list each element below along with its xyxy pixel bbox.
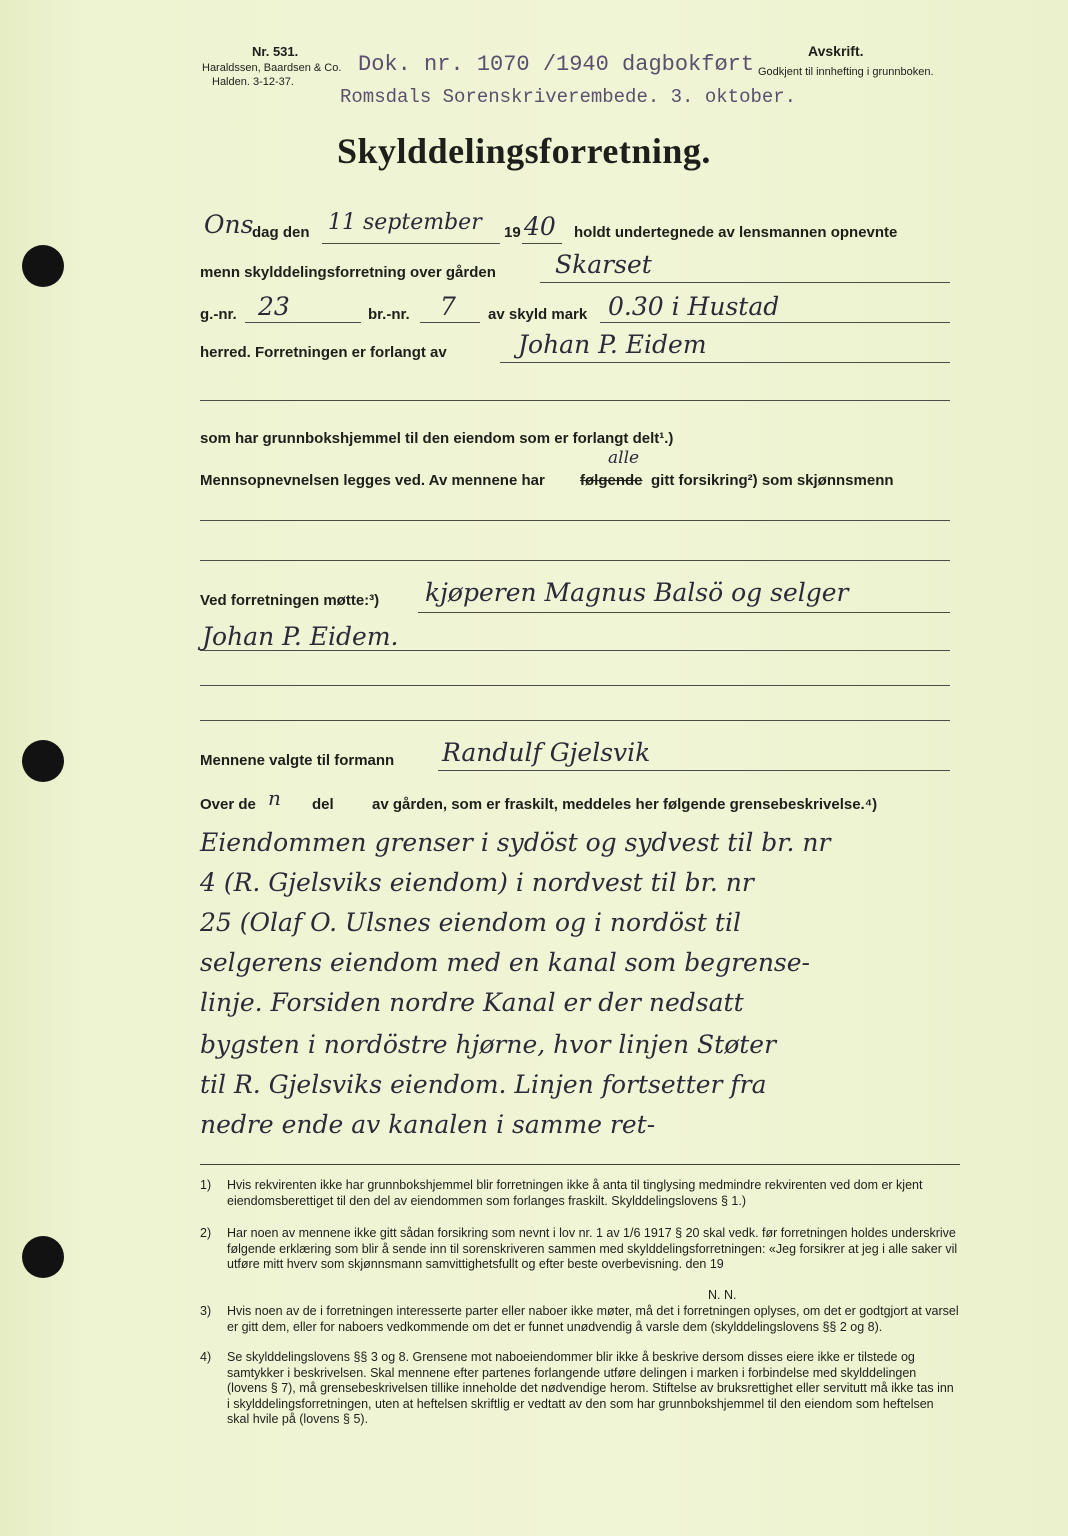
menns-text-b: gitt forsikring²) som skjønnsmenn	[651, 472, 894, 489]
hw-year: 40	[524, 212, 556, 241]
printer-line-2: Halden. 3-12-37.	[212, 76, 294, 88]
footnote-3-number: 3)	[200, 1304, 212, 1318]
hw-date: 11 september	[328, 210, 482, 235]
grunnbok-text: som har grunnbokshjemmel til den eiendom som er forlangt delt¹.)	[200, 430, 674, 447]
hw-requester: Johan P. Eidem	[518, 330, 707, 359]
footnote-1	[200, 1178, 960, 1226]
held-text: holdt undertegnede av lensmannen opnevnte	[574, 224, 898, 241]
hw-bnr: 7	[440, 292, 456, 321]
punch-hole-middle	[22, 740, 64, 782]
hw-farm: Skarset	[555, 250, 652, 279]
footnote-2-text: Har noen av mennene ikke gitt sådan forsikring som nevnt i lov nr. 1 av 1/6 1917 § 20 skal vedk. før forretningen holdes underskrive følgende erklæring som blir å sende inn til sorenskriveren sammen med skylddelingsforretningen: «Jeg forsikrer at jeg i alle saker vil utføre mitt hverv som skjønnsmann samvittighetsfullt og efter beste overbevisning. den 19	[227, 1226, 958, 1271]
footnote-2	[200, 1226, 960, 1290]
hw-mote-line-1: kjøperen Magnus Balsö og selger	[425, 578, 849, 607]
hw-description-line-8: nedre ende av kanalen i samme ret-	[200, 1110, 656, 1139]
menns-text-a: Mennsopnevnelsen legges ved. Av mennene har	[200, 472, 545, 489]
footnote-4-text: Se skylddelingslovens §§ 3 og 8. Grensene mot naboeiendommer blir ikke å beskrive dersom disses eiere ikke er tilstede og samtykker i beskrivelsen. Skal mennene efter partenes forlangende utføre delingen i marken i forbindelse med skylddelingen (lovens § 7), må grensebeskrivelsen tillike inneholde det nødvendige herom. Stiftelse av bruksrettighet eller servitutt må ikke tas inn i skylddelingsforretningen, uten at heftelsen skriftlig er vedtatt av den som har grunnbokshjemmel til den eiendom som heftelsen skal hvile på (lovens § 5).	[227, 1350, 954, 1426]
footnote-1-number: 1)	[200, 1178, 212, 1192]
hw-formann: Randulf Gjelsvik	[442, 738, 651, 767]
hw-description-line-7: til R. Gjelsviks eiendom. Linjen fortsetter fra	[200, 1070, 767, 1099]
hw-gnr: 23	[258, 292, 290, 321]
punch-hole-top	[22, 245, 64, 287]
herred-text: herred. Forretningen er forlangt av	[200, 344, 447, 361]
hw-description-line-6: bygsten i nordöstre hjørne, hvor linjen Støter	[200, 1030, 777, 1059]
punch-hole-bottom	[22, 1236, 64, 1278]
hw-skyld: 0.30 i Hustad	[608, 292, 780, 321]
page-title: Skylddelingsforretning.	[337, 131, 711, 171]
gnr-label: g.-nr.	[200, 306, 237, 323]
footnote-4	[200, 1350, 960, 1430]
printer-line-1: Haraldssen, Baardsen & Co.	[202, 62, 342, 74]
hw-menns-insert: alle	[608, 448, 640, 468]
menns-struck-word: følgende	[580, 472, 643, 489]
footnote-1-text: Hvis rekvirenten ikke har grunnbokshjemmel blir forretningen ikke å anta til tinglysing medmindre rekvirenten ved dom er kjent eiendomsberettiget til den del av eiendommen som forlanges fraskilt. Skylddelingslovens § 1.)	[227, 1178, 923, 1208]
over-text-b: del	[312, 796, 334, 813]
mote-label: Ved forretningen møtte:³)	[200, 592, 380, 609]
hw-description-line-3: 25 (Olaf O. Ulsnes eiendom og i nordöst til	[200, 908, 741, 937]
hw-description-line-2: 4 (R. Gjelsviks eiendom) i nordvest til br. nr	[200, 868, 754, 897]
avskrift-note: Godkjent til innhefting i grunnboken.	[758, 66, 934, 78]
footnote-4-number: 4)	[200, 1350, 212, 1364]
registration-stamp-line-1: Dok. nr. 1070 /1940 dagbokført	[358, 52, 755, 77]
over-text-a: Over de	[200, 796, 256, 813]
hw-weekday: Ons	[204, 210, 254, 239]
formann-label: Mennene valgte til formann	[200, 752, 395, 769]
hw-description-line-1: Eiendommen grenser i sydöst og sydvest til br. nr	[200, 828, 831, 857]
avskrift-title: Avskrift.	[808, 43, 864, 59]
over-text-c: av gården, som er fraskilt, meddeles her følgende grensebeskrivelse.⁴)	[372, 796, 878, 813]
footnote-3	[200, 1304, 960, 1352]
hw-description-line-4: selgerens eiendom med en kanal som begrense-	[200, 948, 810, 977]
dag-den-label: dag den	[252, 224, 310, 241]
footnote-3-text: Hvis noen av de i forretningen interesserte parter eller naboer ikke møter, må det i forretningen oplyses, om det er godtgjort at varsel er gitt dem, eller for naboers vedkommende om det er funnet unødvendig å varsle dem (skylddelingslovens §§ 2 og 8).	[227, 1304, 959, 1334]
year-prefix: 19	[504, 224, 521, 241]
footnote-2-number: 2)	[200, 1226, 212, 1240]
hw-description-line-5: linje. Forsiden nordre Kanal er der nedsatt	[200, 988, 744, 1017]
bnr-label: br.-nr.	[368, 306, 410, 323]
skyld-label: av skyld mark	[488, 306, 588, 323]
nn-signature: N. N.	[708, 1288, 737, 1302]
form-number: Nr. 531.	[252, 44, 299, 59]
registration-stamp-line-2: Romsdals Sorenskriverembede. 3. oktober.	[340, 86, 797, 108]
hw-over-n: n	[268, 786, 281, 810]
menn-text: menn skylddelingsforretning over gården	[200, 264, 496, 281]
hw-mote-line-2: Johan P. Eidem.	[202, 622, 399, 651]
